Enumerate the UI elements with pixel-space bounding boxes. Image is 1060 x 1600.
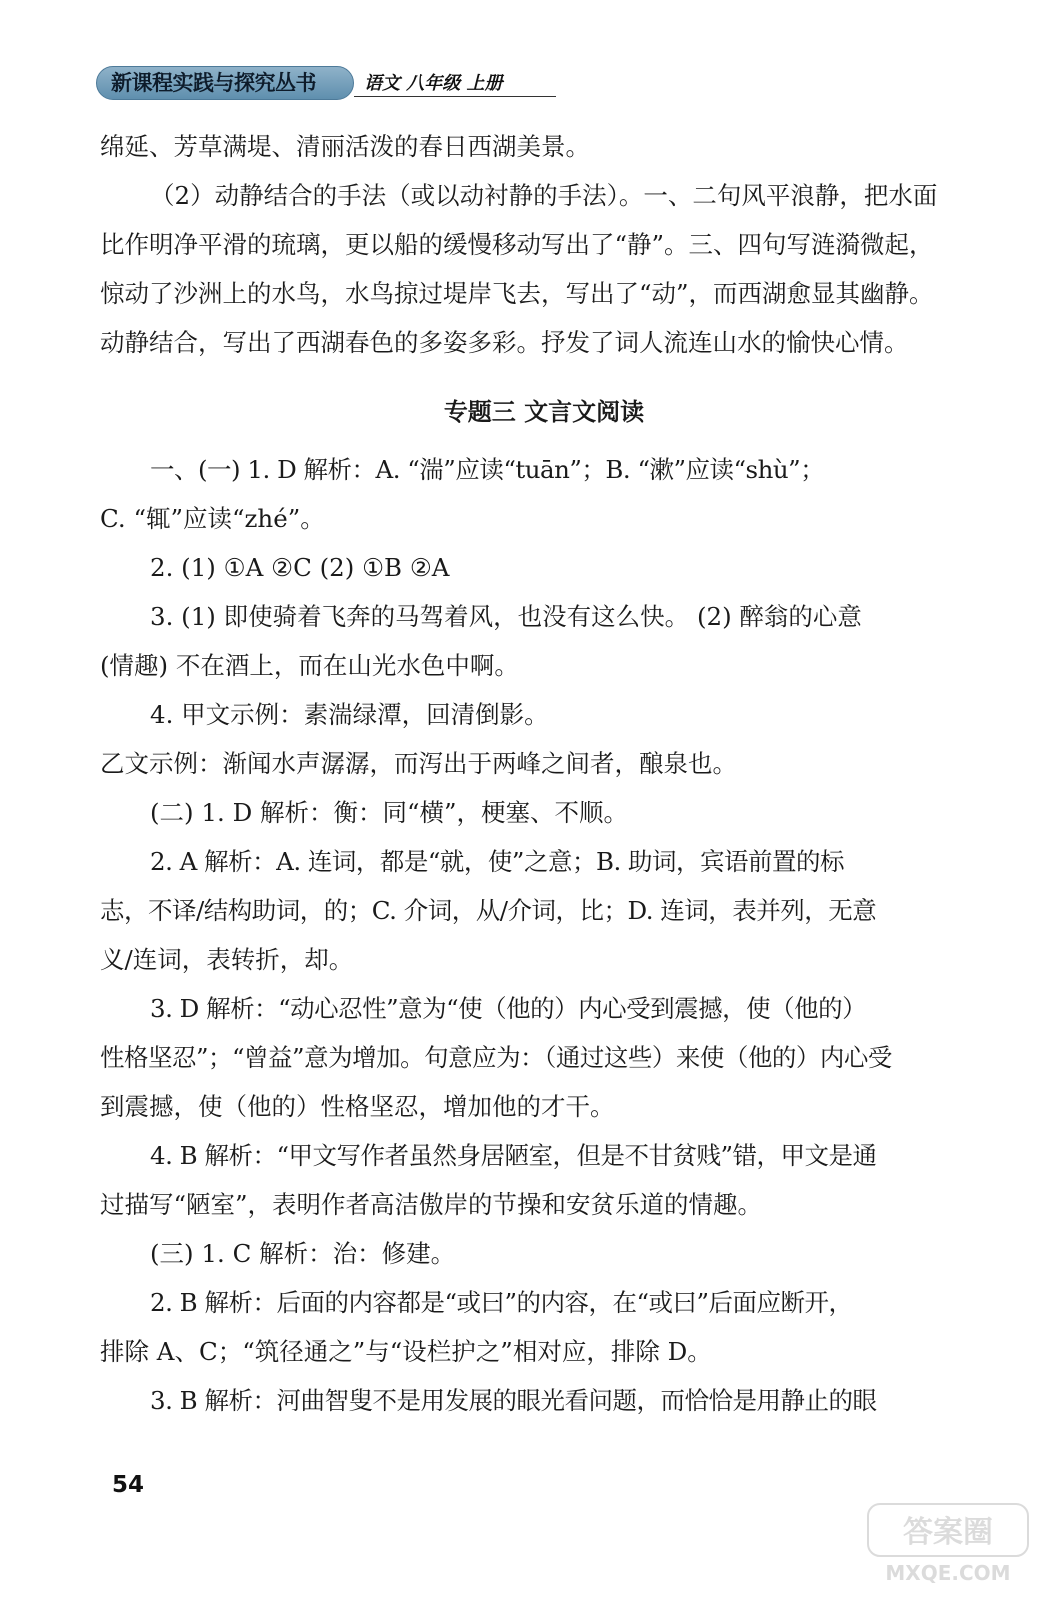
series-title-badge: 新课程实践与探究丛书 — [96, 66, 354, 100]
text-line: 3. (1) 即使骑着飞奔的马驾着风，也没有这么快。 (2) 醉翁的心意 — [150, 602, 862, 631]
text-line: 志，不译/结构助词，的；C. 介词，从/介词，比；D. 连词，表并列，无意 — [100, 896, 877, 925]
text-line: 3. D 解析：“动心忍性”意为“使（他的）内心受到震撼，使（他的） — [150, 994, 867, 1023]
svg-text:答案圈: 答案圈 — [903, 1515, 993, 1550]
text-line: 过描写“陋室”，表明作者高洁傲岸的节操和安贫乐道的情趣。 — [100, 1190, 763, 1219]
text-line: 性格坚忍”；“曾益”意为增加。句意应为：（通过这些）来使（他的）内心受 — [100, 1043, 892, 1072]
text-line: (二) 1. D 解析：衡：同“横”，梗塞、不顺。 — [150, 798, 629, 827]
text-line: C. “辄”应读“zhé”。 — [100, 504, 325, 533]
text-line: 2. B 解析：后面的内容都是“或曰”的内容，在“或曰”后面应断开， — [150, 1288, 853, 1317]
text-line: (情趣) 不在酒上，而在山光水色中啊。 — [100, 651, 519, 680]
text-line: 3. B 解析：河曲智叟不是用发展的眼光看问题，而恰恰是用静止的眼 — [150, 1386, 877, 1415]
book-info: 语文 八年级 上册 — [364, 73, 503, 94]
section-heading: 专题三 文言文阅读 — [443, 398, 645, 426]
text-line: 义/连词，表转折，却。 — [100, 945, 354, 974]
text-line: 2. A 解析：A. 连词，都是“就，使”之意；B. 助词，宾语前置的标 — [150, 847, 845, 876]
page-body — [100, 122, 988, 1425]
text-line: 一、(一) 1. D 解析：A. “湍”应读“tuān”；B. “漱”应读“shù”； — [150, 455, 825, 484]
text-line: 到震撼，使（他的）性格坚忍，增加他的才干。 — [100, 1092, 615, 1121]
svg-text:MXQE.COM: MXQE.COM — [885, 1561, 1011, 1585]
text-line: （2）动静结合的手法（或以动衬静的手法）。一、二句风平浪静，把水面 — [150, 181, 938, 210]
text-line: (三) 1. C 解析：治：修建。 — [150, 1239, 456, 1268]
text-line: 惊动了沙洲上的水鸟，水鸟掠过堤岸飞去，写出了“动”，而西湖愈显其幽静。 — [100, 279, 934, 308]
running-header — [96, 66, 566, 106]
text-line: 乙文示例：渐闻水声潺潺，而泻出于两峰之间者，酿泉也。 — [100, 749, 737, 778]
text-line: 动静结合，写出了西湖春色的多姿多彩。抒发了词人流连山水的愉快心情。 — [100, 328, 909, 357]
text-line: 4. B 解析：“甲文写作者虽然身居陋室，但是不甘贫贱”错，甲文是通 — [150, 1141, 877, 1170]
text-line: 2. (1) ①A ②C (2) ①B ②A — [150, 553, 450, 582]
page-number: 54 — [112, 1472, 145, 1498]
watermark-logo — [858, 1500, 1038, 1590]
text-line: 比作明净平滑的琉璃，更以船的缓慢移动写出了“静”。三、四句写涟漪微起， — [100, 230, 934, 259]
text-line: 4. 甲文示例：素湍绿潭，回清倒影。 — [150, 700, 549, 729]
text-line: 绵延、芳草满堤、清丽活泼的春日西湖美景。 — [100, 132, 590, 161]
text-line: 排除 A、C；“筑径通之”与“设栏护之”相对应，排除 D。 — [100, 1337, 712, 1366]
